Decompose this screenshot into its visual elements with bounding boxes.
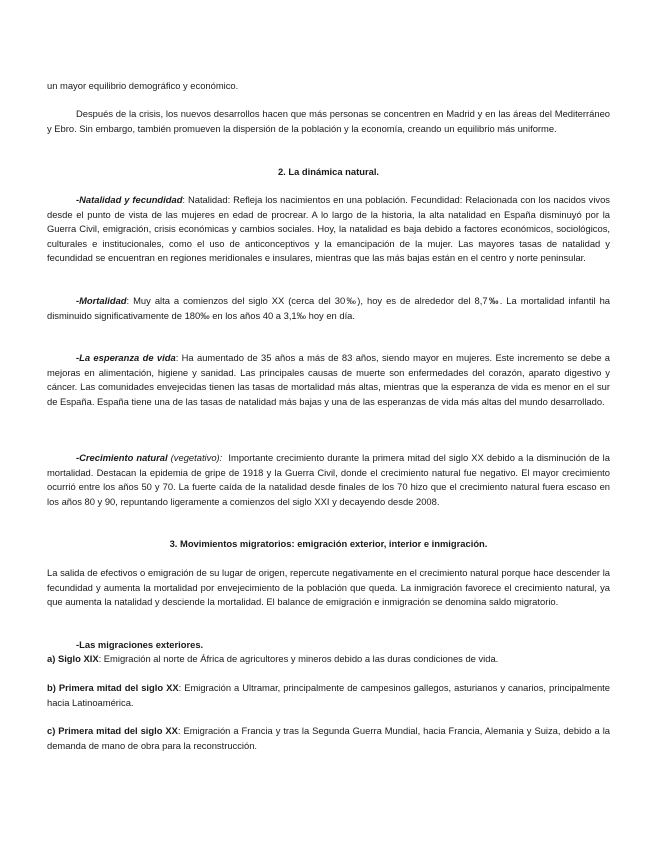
- esperanza-sep: :: [175, 352, 182, 363]
- item-b-label: b) Primera mitad del siglo XX: [47, 682, 179, 693]
- item-c-text: Emigración a Francia y tras la Segunda Guerra Mundial, hacia Francia, Alemania y Suiza, debido a la demanda de mano de obra para la reconstrucción.: [47, 725, 610, 751]
- natalidad-paragraph: [47, 193, 610, 266]
- migration-item-c: [47, 724, 610, 753]
- esperanza-text: Ha aumentado de 35 años a más de 83 años, siendo mayor en mujeres. Este incremento se debe a mejoras en alimentación, higiene y sanidad. Las principales causas de muerte son enfermedades del corazón, aparato digestivo y cáncer. Las comunidades envejecidas tienen las tasas de mortalidad más altas, mientras que la esperanza de vida es menor en el sur de España. España tiene una de las tasas de natalidad más bajas y una de las esperanzas de vida más altas del mundo desarrollado.: [47, 352, 610, 407]
- continuation-line: un mayor equilibrio demográfico y económico.: [47, 80, 239, 91]
- natalidad-text: Natalidad: Refleja los nacimientos en una población. Fecundidad: Relacionada con los nacidos vivos desde el punto de vista de las mujeres en edad de procrear. A lo largo de la historia, la alta natalidad en España disminuyó por la Guerra Civil, emigración, crisis económicas y cambios sociales. Hoy, la natalidad es baja debido a factores económicos, sociológicos, culturales e institucionales, como el uso de anticonceptivos y la emancipación de la mujer. Las mayores tasas de natalidad y fecundidad se encuentran en regiones meridionales e insulares, mientras que las más bajas están en el centro y norte peninsular.: [47, 194, 610, 264]
- intro-paragraph: Después de la crisis, los nuevos desarrollos hacen que más personas se concentren en Madrid y en las áreas del Mediterráneo y Ebro. Sin embargo, también promueven la dispersión de la población y la economía, creando un equilibrio más uniforme.: [47, 108, 610, 134]
- crecimiento-term: -Crecimiento natural: [76, 452, 168, 463]
- section-3-heading: 3. Movimientos migratorios: emigración exterior, interior e inmigración.: [169, 538, 488, 549]
- mortalidad-text-a: Muy alta a comienzos del siglo XX (cerca del 30‰), hoy es de alrededor del 8,7: [133, 295, 488, 306]
- mortalidad-bold: ‰: [487, 295, 500, 306]
- section-3-intro: La salida de efectivos o emigración de su lugar de origen, repercute negativamente en el crecimiento natural porque hace descender la fecundidad y aumenta la mortalidad por envejecimiento de la población que queda. La inmigración favorece el crecimiento natural, ya que aumenta la natalidad y desciende la mortalidad. El balance de emigración e inmigración se denomina saldo migratorio.: [47, 567, 610, 608]
- item-c-label: c) Primera mitad del siglo XX: [47, 725, 178, 736]
- item-a-text: Emigración al norte de África de agricultores y mineros debido a las duras condiciones de vida.: [103, 653, 499, 664]
- mortalidad-term: -Mortalidad: [76, 295, 127, 306]
- mortalidad-paragraph: [47, 294, 610, 323]
- natalidad-term: -Natalidad y fecundidad: [76, 194, 183, 205]
- migration-item-b: [47, 681, 610, 710]
- item-a-sep: :: [98, 653, 104, 664]
- migraciones-subheading: -Las migraciones exteriores.: [76, 639, 204, 650]
- item-b-sep: :: [178, 682, 185, 693]
- crecimiento-text: Importante crecimiento durante la primera mitad del siglo XX debido a la disminución de la mortalidad. Destacan la epidemia de gripe de 1918 y la Guerra Civil, donde el crecimiento natural fue negativo. El mayor crecimiento ocurrió entre los años 50 y 70. La fuerte caída de la natalidad desde finales de los 70 hizo que el crecimiento natural fuera escaso en los años 80 y 90, repuntando ligeramente a comienzos del siglo XXI y decayendo desde 2008.: [47, 452, 610, 507]
- mortalidad-text-b: . La mortalidad infantil ha disminuido significativamente de 180‰ en los años 40 a 3,1‰ hoy en día.: [47, 295, 611, 321]
- crecimiento-paragraph: [47, 451, 610, 509]
- crecimiento-term-2: (vegetativo):: [167, 452, 223, 463]
- mortalidad-sep: :: [126, 295, 134, 306]
- item-a-label: a) Siglo XIX: [47, 653, 99, 664]
- section-2-heading: 2. La dinámica natural.: [277, 166, 380, 177]
- esperanza-paragraph: [47, 351, 610, 409]
- item-c-sep: :: [177, 725, 184, 736]
- migration-item-a: [47, 652, 610, 667]
- natalidad-sep: :: [182, 194, 188, 205]
- esperanza-term: -La esperanza de vida: [76, 352, 176, 363]
- item-b-text: Emigración a Ultramar, principalmente de campesinos gallegos, asturianos y canarios, principalmente hacia Latinoamérica.: [47, 682, 610, 708]
